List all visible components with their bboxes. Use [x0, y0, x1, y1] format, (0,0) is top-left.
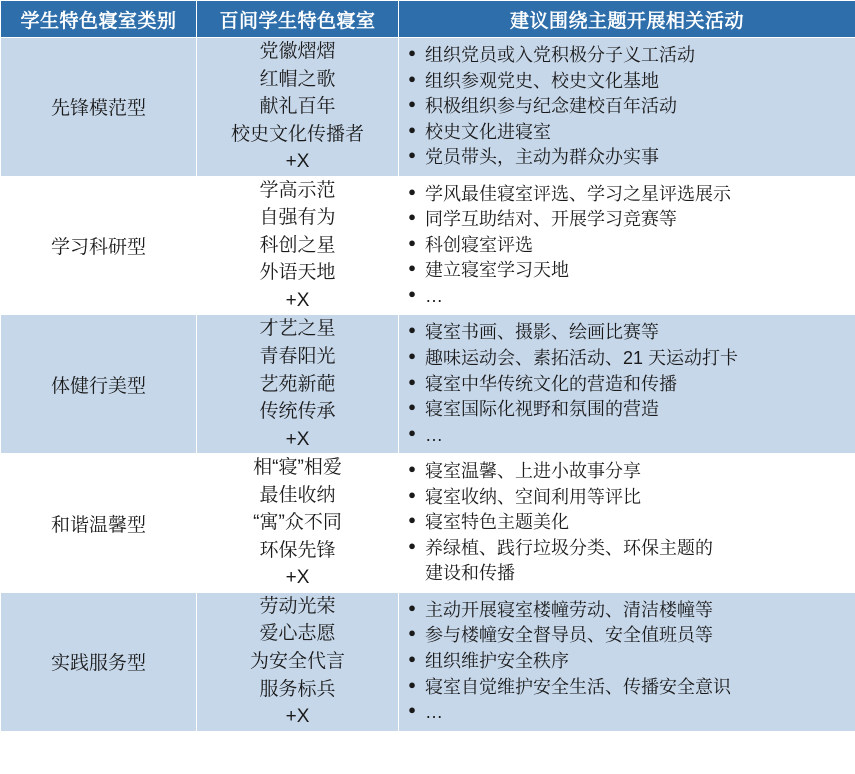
cell-dorm-names — [197, 592, 399, 731]
table-row — [1, 176, 855, 315]
activity-list — [399, 598, 855, 726]
cell-activities — [399, 176, 855, 315]
activity-text: 主动开展寝室楼幢劳动、清洁楼幢等 — [425, 599, 713, 620]
header-row — [1, 1, 855, 38]
activity-item — [399, 649, 855, 675]
dorm-name: 爱心志愿 — [259, 623, 336, 645]
bullet-icon: ● — [408, 322, 416, 338]
activity-text: 组织党员或入党积极分子义工活动 — [425, 45, 695, 65]
activity-item — [399, 623, 855, 649]
activity-text: 党员带头，主动为群众办实事 — [425, 147, 659, 168]
activity-item — [399, 423, 855, 449]
dorm-name: 传统传承 — [259, 401, 336, 423]
activity-list — [399, 459, 855, 587]
activity-item — [399, 598, 855, 624]
cell-dorm-names — [197, 315, 399, 454]
dorm-name: 党徽熠熠 — [259, 41, 336, 62]
activity-text: 寝室中华传统文化的营造和传播 — [425, 373, 677, 394]
activity-text: 学风最佳寝室评选、学习之星评选展示 — [425, 183, 731, 204]
dorm-name: 最佳收纳 — [259, 484, 336, 506]
dorm-name: 校史文化传播者 — [230, 123, 364, 145]
bullet-icon: ● — [408, 70, 416, 86]
dorm-name: 科创之星 — [259, 234, 336, 256]
activity-text: 寝室书画、摄影、绘画比赛等 — [425, 322, 659, 343]
bullet-icon: ● — [408, 537, 416, 553]
dorm-name: 才艺之星 — [259, 318, 336, 340]
cell-activities — [399, 454, 855, 593]
activity-text: … — [425, 702, 443, 723]
bullet-icon: ● — [408, 45, 416, 60]
dorm-name: 红帽之歌 — [259, 68, 336, 90]
activity-text: 寝室自觉维护安全生活、传播安全意识 — [425, 676, 731, 697]
table-header — [1, 1, 855, 38]
bullet-icon: ● — [408, 599, 416, 615]
activity-text: 寝室国际化视野和氛围的营造 — [425, 399, 659, 420]
activity-item — [399, 459, 855, 485]
activity-text: 同学互助结对、开展学习竞赛等 — [425, 209, 677, 230]
bullet-icon: ● — [408, 625, 416, 641]
cell-category: 和谐温馨型 — [1, 454, 197, 593]
bullet-icon: ● — [408, 260, 416, 276]
bullet-icon: ● — [408, 461, 416, 477]
dorm-name: 为安全代言 — [249, 651, 345, 673]
bullet-icon: ● — [408, 676, 416, 692]
activity-text: 寝室特色主题美化 — [425, 512, 569, 533]
dorm-name: 外语天地 — [259, 262, 336, 284]
activity-item — [399, 510, 855, 536]
dorm-name: +X — [285, 151, 310, 173]
dorm-name: +X — [285, 567, 310, 589]
dorm-name: 青春阳光 — [259, 346, 336, 368]
activity-item — [399, 182, 855, 208]
dorm-name: 环保先锋 — [259, 539, 336, 561]
dorm-name: +X — [285, 428, 310, 450]
dorm-name: 学高示范 — [259, 179, 336, 201]
activity-item — [399, 536, 855, 587]
header-dorm-names: 百间学生特色寝室 — [197, 1, 399, 38]
activity-item — [399, 485, 855, 511]
activity-text: 建立寝室学习天地 — [425, 260, 569, 281]
activity-text: 养绿植、践行垃圾分类、环保主题的 建设和传播 — [425, 537, 713, 584]
activity-item — [399, 120, 855, 146]
cell-category: 实践服务型 — [1, 592, 197, 731]
header-category: 学生特色寝室类别 — [1, 1, 197, 38]
table-row — [1, 38, 855, 177]
bullet-icon: ● — [408, 512, 416, 528]
bullet-icon: ● — [408, 399, 416, 415]
cell-activities — [399, 315, 855, 454]
activity-item — [399, 372, 855, 398]
activity-item — [399, 258, 855, 284]
activity-item — [399, 207, 855, 233]
bullet-icon: ● — [408, 147, 416, 163]
activity-text: … — [425, 285, 443, 306]
activity-list — [399, 320, 855, 448]
activity-text: 校史文化进寝室 — [425, 121, 551, 142]
table-row — [1, 592, 855, 731]
activity-item — [399, 69, 855, 95]
bullet-icon: ● — [408, 96, 416, 112]
activity-text: 组织维护安全秩序 — [425, 651, 569, 672]
bullet-icon: ● — [408, 234, 416, 250]
activity-item — [399, 397, 855, 423]
bullet-icon: ● — [408, 424, 416, 440]
bullet-icon: ● — [408, 486, 416, 502]
activity-item — [399, 700, 855, 726]
cell-category: 体健行美型 — [1, 315, 197, 454]
table-row — [1, 454, 855, 593]
activity-list — [399, 43, 855, 171]
header-activities: 建议围绕主题开展相关活动 — [399, 1, 855, 38]
activity-text: … — [425, 424, 443, 445]
dorm-name: “寓”众不同 — [253, 512, 342, 534]
activity-item — [399, 284, 855, 310]
activity-item — [399, 346, 855, 372]
activity-text: 组织参观党史、校史文化基地 — [425, 70, 659, 91]
bullet-icon: ● — [408, 183, 416, 199]
dorm-name: 服务标兵 — [259, 678, 336, 700]
activity-item — [399, 233, 855, 259]
bullet-icon: ● — [408, 373, 416, 389]
cell-activities — [399, 38, 855, 177]
cell-category: 先锋模范型 — [1, 38, 197, 177]
cell-category: 学习科研型 — [1, 176, 197, 315]
dorm-name: +X — [285, 706, 310, 728]
bullet-icon: ● — [408, 651, 416, 667]
cell-activities — [399, 592, 855, 731]
cell-dorm-names — [197, 38, 399, 177]
bullet-icon: ● — [408, 209, 416, 225]
table-row — [1, 315, 855, 454]
dorm-name: 自强有为 — [259, 207, 336, 229]
activity-text: 科创寝室评选 — [425, 234, 533, 255]
cell-dorm-names — [197, 454, 399, 593]
activity-text: 趣味运动会、素拓活动、21 天运动打卡 — [425, 348, 739, 369]
cell-dorm-names — [197, 176, 399, 315]
activity-item — [399, 94, 855, 120]
dorm-name: +X — [285, 289, 310, 311]
activity-list — [399, 182, 855, 310]
bullet-icon: ● — [408, 285, 416, 301]
dorm-name: 劳动光荣 — [259, 595, 336, 617]
activity-item — [399, 675, 855, 701]
dorm-name: 相“寝”相爱 — [253, 457, 342, 479]
bullet-icon: ● — [408, 348, 416, 364]
activity-item — [399, 145, 855, 171]
activity-text: 积极组织参与纪念建校百年活动 — [425, 96, 677, 117]
activity-text: 寝室收纳、空间利用等评比 — [425, 486, 641, 507]
activity-item — [399, 320, 855, 346]
activity-item — [399, 43, 855, 69]
bullet-icon: ● — [408, 702, 416, 718]
bullet-icon: ● — [408, 121, 416, 137]
activity-text: 参与楼幢安全督导员、安全值班员等 — [425, 625, 713, 646]
activity-text: 寝室温馨、上进小故事分享 — [425, 461, 641, 482]
dorm-name: 献礼百年 — [259, 96, 336, 118]
table-body — [1, 38, 855, 732]
dorm-name: 艺苑新葩 — [259, 373, 336, 395]
